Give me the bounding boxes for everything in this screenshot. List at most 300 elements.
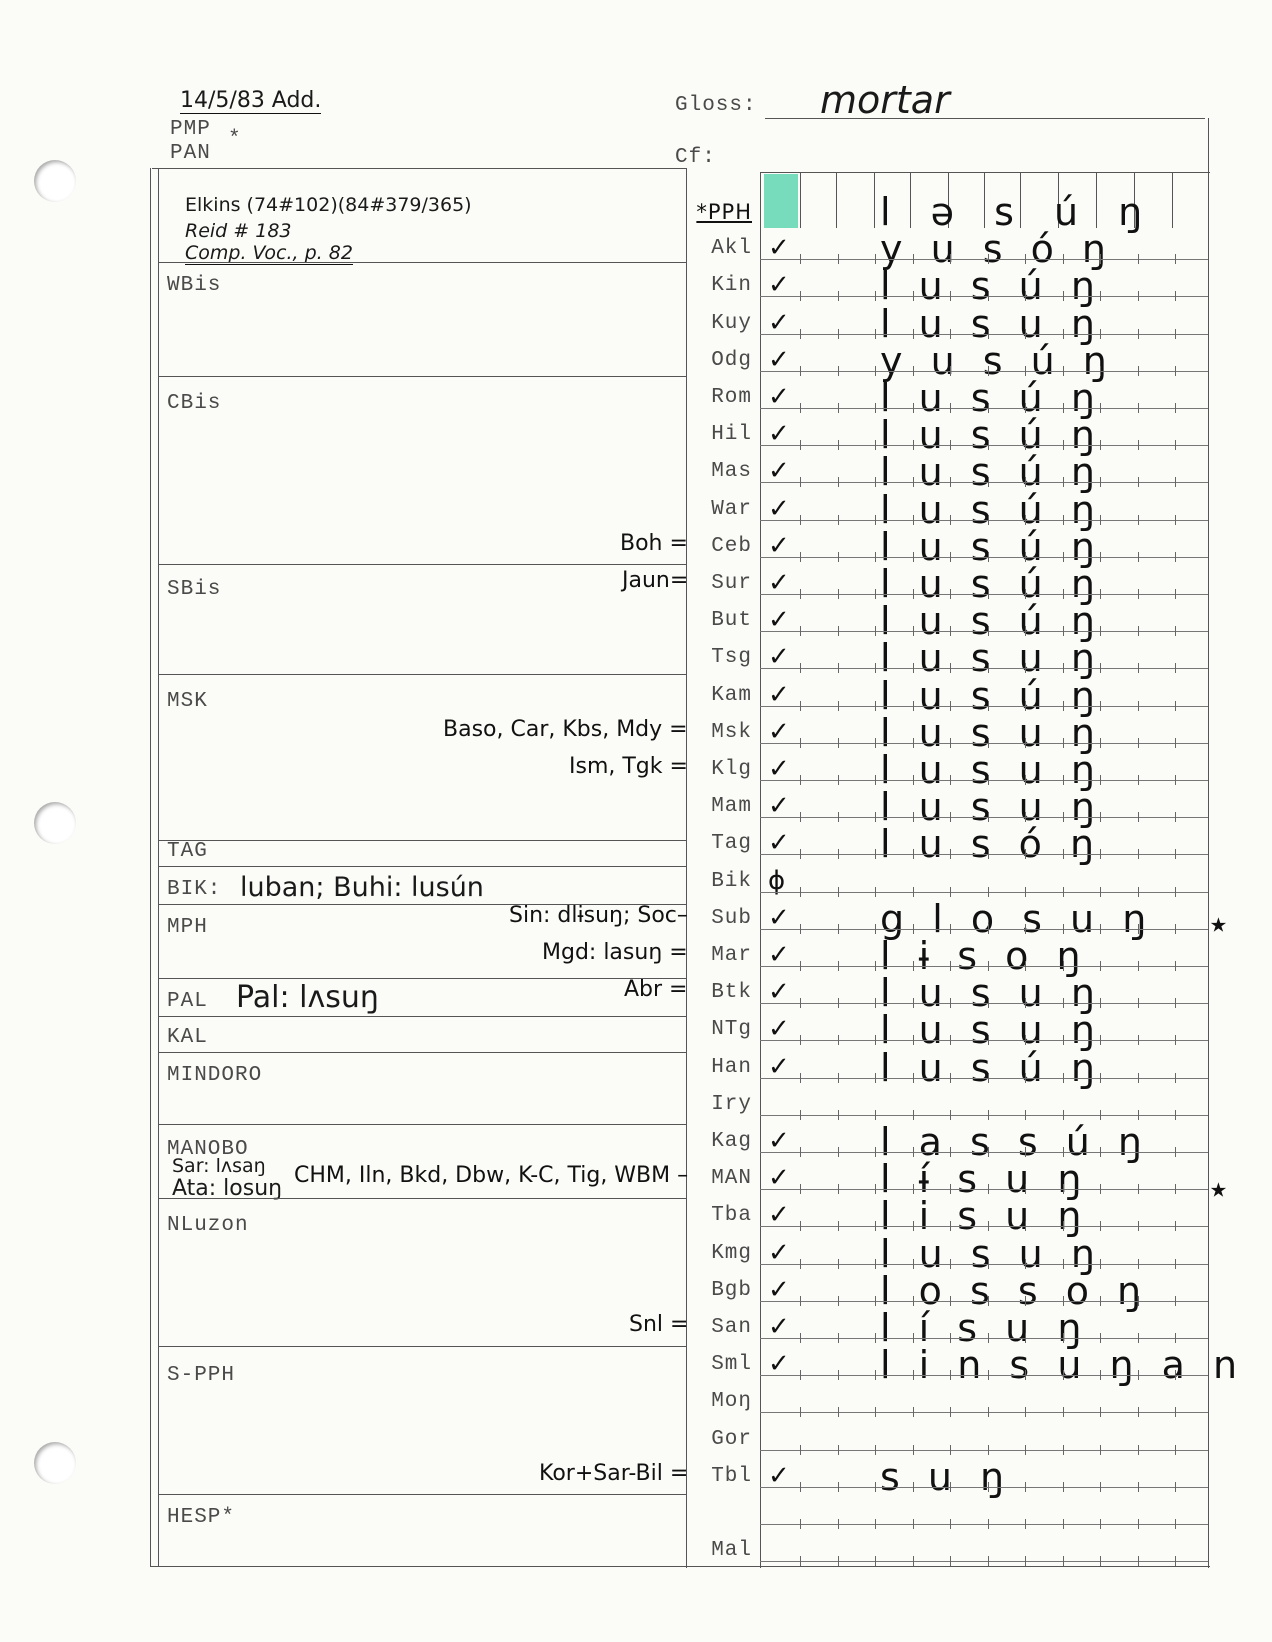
reflex-form: s u ŋ (880, 1455, 1013, 1499)
related-languages-note: Mgd: lasuŋ = (542, 940, 688, 965)
grid-tick (875, 1556, 876, 1566)
grid-tick (1175, 1519, 1176, 1529)
grid-tick (1025, 403, 1026, 413)
grid-tick (838, 738, 839, 748)
grid-tick (838, 812, 839, 822)
grid-tick (1100, 849, 1101, 859)
grid-tick (913, 1370, 914, 1380)
grid-tick (800, 998, 801, 1008)
reflex-form: y u s ó ŋ (880, 227, 1115, 271)
grid-tick (800, 440, 801, 450)
frame-top-right (760, 172, 1210, 173)
grid-tick (1100, 589, 1101, 599)
grid-tick (1100, 1296, 1101, 1306)
grid-tick (988, 1333, 989, 1343)
grid-tick (875, 515, 876, 525)
region-bik: BIK: (167, 878, 222, 901)
grid-tick (988, 887, 989, 897)
grid-tick (838, 1370, 839, 1380)
grid-tick (1138, 1333, 1139, 1343)
grid-tick (1025, 589, 1026, 599)
grid-tick (1025, 515, 1026, 525)
region-pal: PAL (167, 990, 208, 1013)
grid-tick (1175, 1221, 1176, 1231)
grid-tick (1175, 1073, 1176, 1083)
grid-tick (800, 1184, 801, 1194)
grid-tick (988, 663, 989, 673)
grid-tick (1063, 1445, 1064, 1455)
grid-tick (800, 775, 801, 785)
grid-tick (875, 1482, 876, 1492)
related-languages-note: CHM, Iln, Bkd, Dbw, K-C, Tig, WBM – (294, 1163, 689, 1188)
row-baseline (760, 1226, 1208, 1227)
grid-tick (1100, 515, 1101, 525)
grid-tick (800, 1370, 801, 1380)
grid-tick (1138, 812, 1139, 822)
grid-tick (1175, 1184, 1176, 1194)
grid-tick (1138, 403, 1139, 413)
grid-tick (1175, 552, 1176, 562)
grid-tick (1100, 1035, 1101, 1045)
grid-tick (988, 254, 989, 264)
row-baseline (760, 817, 1208, 818)
grid-tick (1063, 1147, 1064, 1157)
row-baseline (760, 1487, 1208, 1488)
grid-tick (1100, 887, 1101, 897)
grid-tick (1025, 1333, 1026, 1343)
row-baseline (760, 408, 1208, 409)
grid-tick (913, 254, 914, 264)
language-code: But (711, 609, 752, 632)
grid-tick (875, 291, 876, 301)
check-mark: ✓ (768, 1163, 790, 1193)
pal-note: Pal: lʌsuŋ (236, 980, 379, 1015)
check-mark: ✓ (768, 1461, 790, 1491)
reflex-form: l u s ú ŋ (880, 376, 1103, 420)
check-mark: ✓ (768, 308, 790, 338)
reflex-form: g l o s u ŋ (880, 897, 1155, 941)
row-baseline (760, 1338, 1208, 1339)
reflex-form: l u s ú ŋ (880, 264, 1103, 308)
language-code: Mas (711, 460, 752, 483)
grid-tick (838, 1482, 839, 1492)
grid-tick (1025, 1147, 1026, 1157)
grid-tick (838, 329, 839, 339)
grid-tick (988, 440, 989, 450)
grid-tick (913, 663, 914, 673)
grid-tick (1138, 663, 1139, 673)
grid-tick (875, 924, 876, 934)
region-line-msk (158, 674, 686, 675)
grid-tick (1100, 1556, 1101, 1566)
gloss-value: mortar (820, 78, 950, 122)
grid-tick (988, 1407, 989, 1417)
grid-tick (1063, 701, 1064, 711)
grid-tick (988, 1482, 989, 1492)
reflex-form: l ə s ú ŋ (880, 190, 1157, 234)
grid-tick (1063, 1333, 1064, 1343)
pan-label: PAN (170, 142, 211, 165)
check-mark: ✓ (768, 791, 790, 821)
grid-tick (1138, 477, 1139, 487)
grid-tick (1138, 701, 1139, 711)
region-tag: TAG (167, 840, 208, 863)
region-line-pal (158, 978, 686, 979)
related-languages-note: Boh = (620, 531, 688, 556)
reflex-form: l u s ú ŋ (880, 562, 1103, 606)
grid-tick (1025, 775, 1026, 785)
source-elkins: Elkins (74#102)(84#379/365) (185, 194, 472, 216)
grid-tick (1100, 775, 1101, 785)
grid-tick (1063, 1184, 1064, 1194)
grid-tick (950, 477, 951, 487)
grid-tick (800, 849, 801, 859)
check-mark: ✓ (768, 494, 790, 524)
grid-tick (950, 1445, 951, 1455)
grid-tick (838, 1073, 839, 1083)
row-baseline (760, 1412, 1208, 1413)
grid-tick (950, 440, 951, 450)
frame-left-outer (150, 168, 151, 1566)
grid-tick (913, 738, 914, 748)
grid-tick (988, 1221, 989, 1231)
language-code: Ceb (711, 535, 752, 558)
grid-tick (1100, 1110, 1101, 1120)
grid-tick (1100, 1147, 1101, 1157)
language-code: Rom (711, 386, 752, 409)
grid-tick (1025, 1482, 1026, 1492)
grid-tick (875, 366, 876, 376)
row-baseline (760, 1003, 1208, 1004)
check-mark: ✓ (768, 903, 790, 933)
grid-tick (1138, 1184, 1139, 1194)
row-baseline (760, 334, 1208, 335)
grid-tick (800, 254, 801, 264)
language-code: Akl (711, 237, 752, 260)
reflex-form: l u s ó ŋ (880, 822, 1103, 866)
grid-tick (875, 812, 876, 822)
grid-tick (800, 1296, 801, 1306)
date-note: 14/5/83 Add. (180, 88, 322, 113)
reflex-form: l i s u ŋ (880, 1194, 1090, 1238)
grid-tick (913, 887, 914, 897)
reflex-form: l u s u ŋ (880, 748, 1103, 792)
language-code: Gor (711, 1428, 752, 1451)
check-mark: ✓ (768, 605, 790, 635)
grid-tick (988, 477, 989, 487)
grid-tick (1063, 998, 1064, 1008)
check-mark: ✓ (768, 940, 790, 970)
grid-tick (1100, 1407, 1101, 1417)
grid-tick (1063, 552, 1064, 562)
grid-tick (1025, 291, 1026, 301)
grid-tick (988, 1259, 989, 1269)
grid-tick (988, 1147, 989, 1157)
grid-tick (1063, 1110, 1064, 1120)
grid-tick (1175, 477, 1176, 487)
grid-tick (1175, 1147, 1176, 1157)
grid-tick (913, 1221, 914, 1231)
grid-tick (988, 1110, 989, 1120)
grid-tick (1100, 812, 1101, 822)
language-code: Tba (711, 1204, 752, 1227)
region-kal: KAL (167, 1026, 208, 1049)
grid-tick (988, 552, 989, 562)
grid-tick (1025, 1370, 1026, 1380)
grid-tick (913, 1296, 914, 1306)
grid-tick (1175, 1333, 1176, 1343)
grid-tick (950, 1110, 951, 1120)
grid-tick (1025, 663, 1026, 673)
row-baseline (760, 594, 1208, 595)
reflex-form: y u s ú ŋ (880, 339, 1115, 383)
reflex-form: l u s u ŋ (880, 1008, 1103, 1052)
grid-tick (913, 329, 914, 339)
row-baseline (760, 1189, 1208, 1190)
grid-tick (950, 1296, 951, 1306)
grid-tick (1063, 1482, 1064, 1492)
grid-tick (875, 1147, 876, 1157)
grid-tick (950, 924, 951, 934)
reflex-form: l u s ú ŋ (880, 488, 1103, 532)
row-baseline (760, 892, 1208, 893)
row-baseline (760, 1078, 1208, 1079)
gloss-label: Gloss: (675, 94, 757, 117)
grid-tick (1175, 1296, 1176, 1306)
grid-tick (1025, 1073, 1026, 1083)
row-baseline (760, 854, 1208, 855)
grid-tick (913, 626, 914, 636)
language-code: Kam (711, 684, 752, 707)
grid-tick (988, 998, 989, 1008)
grid-tick (1100, 738, 1101, 748)
grid-tick (800, 515, 801, 525)
grid-tick (988, 701, 989, 711)
pmp-label: PMP (170, 118, 211, 141)
region-line-spph (158, 1346, 686, 1347)
grid-tick (1063, 1519, 1064, 1529)
grid-tick (1025, 254, 1026, 264)
grid-tick (913, 515, 914, 525)
grid-tick (1063, 1073, 1064, 1083)
grid-tick (875, 329, 876, 339)
grid-tick (1100, 961, 1101, 971)
cf-label: Cf: (675, 146, 716, 169)
grid-tick (1175, 738, 1176, 748)
grid-tick (800, 1407, 801, 1417)
grid-tick (1138, 961, 1139, 971)
grid-tick (1100, 329, 1101, 339)
grid-tick (838, 1445, 839, 1455)
grid-tick (1175, 1407, 1176, 1417)
grid-tick (1175, 998, 1176, 1008)
grid-tick (1138, 329, 1139, 339)
frame-left-inner (158, 168, 159, 1566)
grid-tick (988, 515, 989, 525)
grid-tick (1063, 329, 1064, 339)
grid-tick (913, 1147, 914, 1157)
grid-tick (1100, 663, 1101, 673)
grid-tick (875, 775, 876, 785)
grid-tick (988, 403, 989, 413)
grid-tick (1175, 1556, 1176, 1566)
grid-tick (913, 440, 914, 450)
grid-tick (800, 1147, 801, 1157)
grid-tick (1175, 961, 1176, 971)
grid-tick (913, 1407, 914, 1417)
language-code: Klg (711, 758, 752, 781)
grid-tick (1025, 1259, 1026, 1269)
grid-tick (1063, 1556, 1064, 1566)
check-mark: ✓ (768, 754, 790, 784)
binder-hole-bottom (34, 1442, 76, 1484)
grid-tick (1175, 1445, 1176, 1455)
grid-tick (1138, 1482, 1139, 1492)
grid-tick (838, 1147, 839, 1157)
related-languages-note: Abr = (624, 977, 688, 1002)
grid-tick (800, 924, 801, 934)
grid-tick (950, 775, 951, 785)
grid-tick (913, 1482, 914, 1492)
check-mark: ✓ (768, 419, 790, 449)
grid-tick (988, 812, 989, 822)
grid-tick (1025, 887, 1026, 897)
grid-tick (1100, 1370, 1101, 1380)
reflex-form: l u s u ŋ (880, 302, 1103, 346)
language-code: Kin (711, 274, 752, 297)
grid-tick (1100, 1259, 1101, 1269)
grid-tick (875, 1259, 876, 1269)
grid-tick (838, 440, 839, 450)
grid-tick (950, 1482, 951, 1492)
grid-tick (988, 1445, 989, 1455)
related-languages-note: Snl = (629, 1312, 689, 1337)
region-line-kal (158, 1016, 686, 1017)
row-baseline (760, 966, 1208, 967)
grid-tick (800, 1221, 801, 1231)
grid-tick (875, 626, 876, 636)
grid-tick (1175, 887, 1176, 897)
grid-tick (1063, 812, 1064, 822)
frame-top-left (152, 168, 686, 169)
grid-tick (1138, 1370, 1139, 1380)
grid-tick (875, 589, 876, 599)
grid-tick (838, 477, 839, 487)
reflex-form: l u s u ŋ (880, 1232, 1103, 1276)
grid-tick (838, 1110, 839, 1120)
grid-tick (1175, 329, 1176, 339)
grid-tick (1175, 1370, 1176, 1380)
check-mark: ɸ (768, 866, 786, 896)
check-mark: ✓ (768, 345, 790, 375)
grid-tick (875, 1333, 876, 1343)
check-mark: ✓ (768, 568, 790, 598)
grid-tick (1063, 589, 1064, 599)
grid-tick (1175, 1259, 1176, 1269)
grid-tick (838, 552, 839, 562)
related-languages-note: Jaun= (622, 568, 689, 593)
grid-tick (1025, 1519, 1026, 1529)
grid-tick (988, 1556, 989, 1566)
region-nluzon: NLuzon (167, 1214, 249, 1237)
grid-tick (1138, 291, 1139, 301)
row-baseline (760, 1524, 1208, 1525)
grid-tick (913, 477, 914, 487)
reflex-form: l u s u ŋ (880, 636, 1103, 680)
grid-tick (800, 887, 801, 897)
grid-tick (875, 887, 876, 897)
grid-tick (875, 998, 876, 1008)
grid-tick (1138, 589, 1139, 599)
grid-tick (838, 1407, 839, 1417)
row-baseline (760, 1301, 1208, 1302)
grid-tick (838, 961, 839, 971)
check-mark: ✓ (768, 1275, 790, 1305)
reflex-form: l u s u ŋ (880, 971, 1103, 1015)
grid-tick (950, 403, 951, 413)
grid-tick (950, 626, 951, 636)
grid-tick (988, 961, 989, 971)
grid-tick (800, 1445, 801, 1455)
grid-tick (875, 1407, 876, 1417)
grid-tick (1138, 849, 1139, 859)
check-mark: ✓ (768, 1052, 790, 1082)
language-code: Bik (711, 870, 752, 893)
grid-tick (1138, 1073, 1139, 1083)
grid-tick (838, 1221, 839, 1231)
grid-tick (875, 663, 876, 673)
grid-tick (800, 961, 801, 971)
grid-tick (1063, 1296, 1064, 1306)
grid-tick (1025, 552, 1026, 562)
grid-tick (1063, 626, 1064, 636)
region-sbis: SBis (167, 578, 222, 601)
grid-tick (1100, 477, 1101, 487)
reflex-form: l u s ú ŋ (880, 450, 1103, 494)
grid-tick (913, 998, 914, 1008)
related-languages-note: Kor+Sar-Bil = (539, 1461, 689, 1486)
reflex-form: l u s ú ŋ (880, 525, 1103, 569)
language-code: Kag (711, 1130, 752, 1153)
row-baseline (760, 706, 1208, 707)
grid-tick (1063, 849, 1064, 859)
region-wbis: WBis (167, 274, 222, 297)
grid-tick (1100, 254, 1101, 264)
grid-tick (988, 924, 989, 934)
row-baseline (760, 259, 1208, 260)
grid-tick (988, 366, 989, 376)
grid-tick (875, 1445, 876, 1455)
grid-tick (1063, 403, 1064, 413)
grid-tick (800, 812, 801, 822)
grid-tick (800, 1482, 801, 1492)
grid-tick (913, 1184, 914, 1194)
grid-tick (913, 812, 914, 822)
grid-tick (950, 961, 951, 971)
grid-tick (1175, 701, 1176, 711)
star-mark-sub: ★ (1210, 906, 1227, 939)
grid-tick (950, 1370, 951, 1380)
grid-tick (1063, 663, 1064, 673)
grid-tick (1025, 1110, 1026, 1120)
grid-tick (1025, 1556, 1026, 1566)
grid-tick (1138, 998, 1139, 1008)
check-mark: ✓ (768, 270, 790, 300)
grid-tick (1025, 440, 1026, 450)
grid-tick (950, 366, 951, 376)
grid-tick (800, 589, 801, 599)
grid-tick (1175, 403, 1176, 413)
